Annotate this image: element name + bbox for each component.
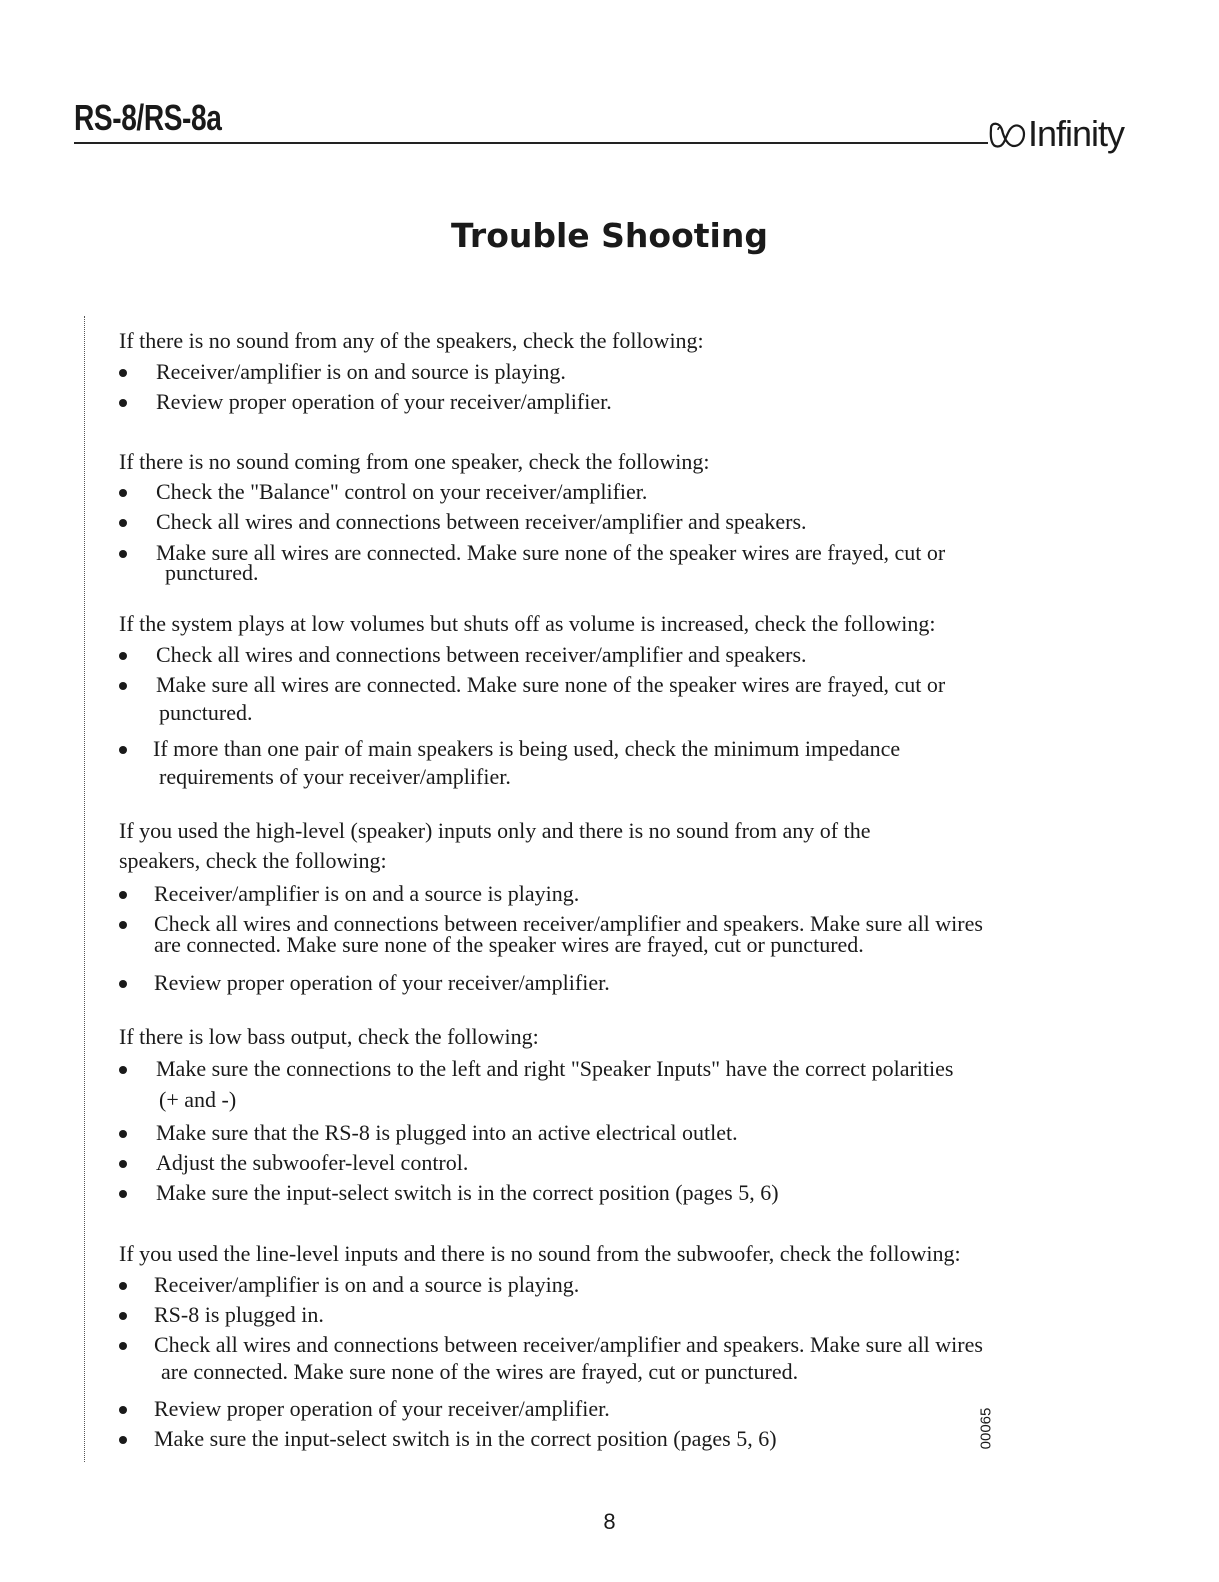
document-code: 00065 [977,1407,995,1450]
bullet-icon [119,980,127,988]
brand-name: Infinity [1028,113,1125,154]
bullet-icon [119,1130,127,1138]
margin-rule [84,316,85,1462]
page-title: Trouble Shooting [451,216,768,255]
section-heading: If you used the high-level (speaker) inputs only and there is no sound from any of the speakers, check the following: [119,818,871,873]
infinity-logo-icon [988,120,1028,152]
section-heading: If you used the line-level inputs and there is no sound from the subwoofer, check the following: [119,1241,961,1266]
bullet-icon [119,921,127,929]
header-rule [74,142,988,144]
bullet-icon [119,399,127,407]
bullet-icon [119,682,127,690]
bullet-icon [119,1342,127,1350]
section-heading: If there is no sound from any of the speakers, check the following: [119,328,704,353]
bullet-icon [119,1312,127,1320]
bullet-icon [119,519,127,527]
bullet-icon [119,1406,127,1414]
section-heading: If there is no sound coming from one speaker, check the following: [119,449,710,474]
brand-logo [988,108,1124,152]
bullet-icon [119,550,127,558]
bullet-icon [119,489,127,497]
bullet-icon [119,1190,127,1198]
bullet-icon [119,652,127,660]
document-model-title: RS-8/RS-8a [74,97,222,138]
bullet-icon [119,746,127,754]
bullet-icon [119,1436,127,1444]
bullet-icon [119,1160,127,1168]
bullet-icon [119,1282,127,1290]
bullet-icon [119,369,127,377]
section-heading: If the system plays at low volumes but shuts off as volume is increased, check the following: [119,611,936,636]
bullet-icon [119,1066,127,1074]
bullet-icon [119,891,127,899]
page-number: 8 [603,1509,616,1534]
section-heading: If there is low bass output, check the following: [119,1024,539,1049]
